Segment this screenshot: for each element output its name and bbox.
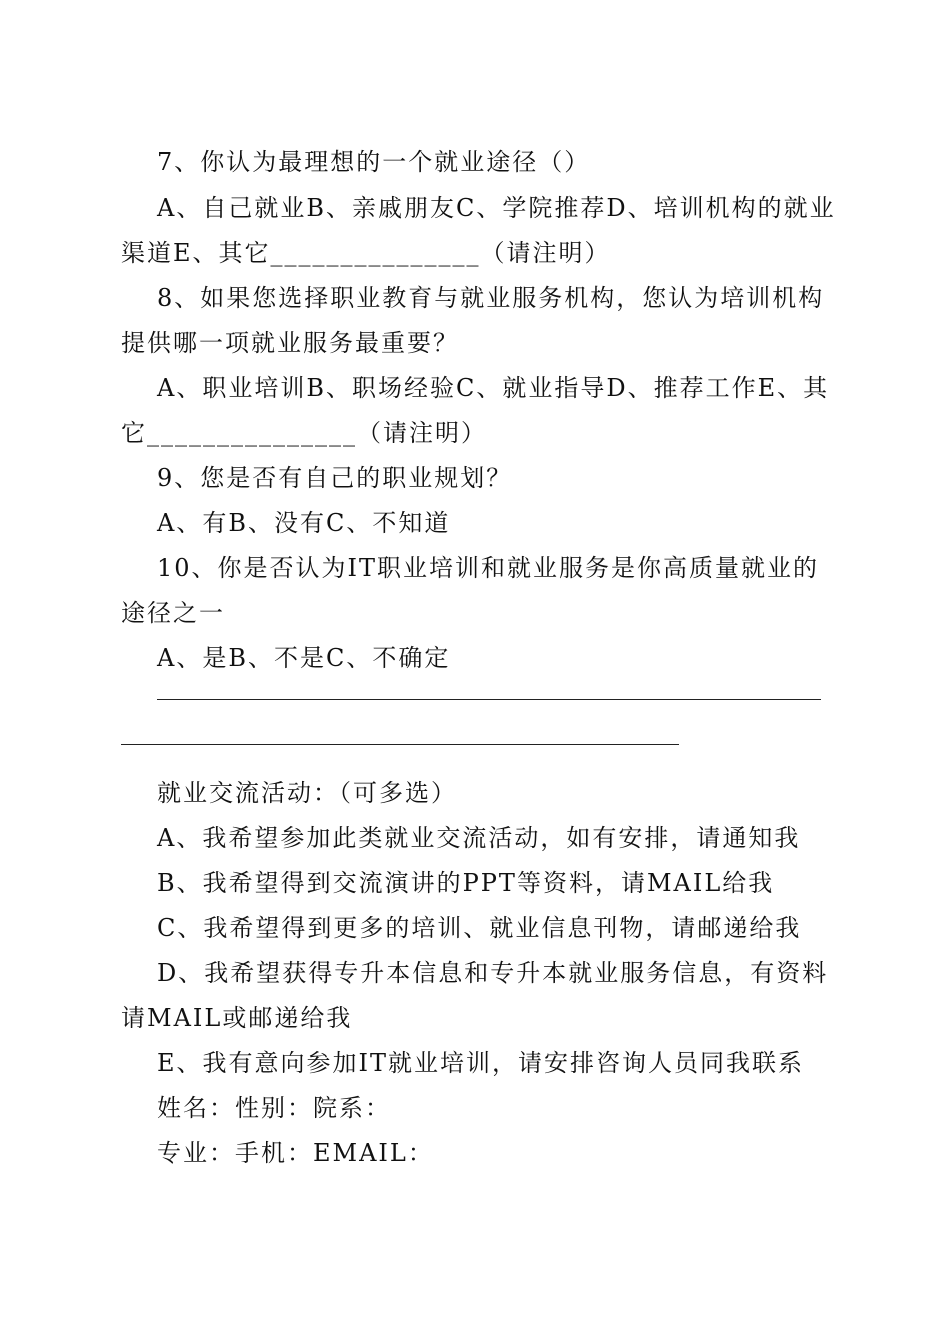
q8-question-line1: 8、如果您选择职业教育与就业服务机构，您认为培训机构 [157, 284, 825, 312]
q7-options-line2: 渠道E、其它_______________（请注明） [121, 239, 611, 267]
q10-question-line2: 途径之一 [121, 599, 225, 627]
activity-option-a: A、我希望参加此类就业交流活动，如有安排，请通知我 [157, 824, 801, 852]
activities-title: 就业交流活动：（可多选） [157, 779, 457, 807]
activity-option-b: B、我希望得到交流演讲的PPT等资料，请MAIL给我 [157, 869, 775, 897]
q8-options-line2: 它_______________（请注明） [121, 419, 487, 447]
activity-option-d-line2: 请MAIL或邮递给我 [121, 1004, 353, 1032]
q7-question: 7、你认为最理想的一个就业途径（） [157, 148, 591, 176]
contact-line-2: 专业：手机：EMAIL： [157, 1139, 434, 1167]
q10-question-line1: 10、你是否认为IT职业培训和就业服务是你高质量就业的 [157, 554, 820, 582]
separator-line-1 [157, 699, 821, 700]
activity-option-e: E、我有意向参加IT就业培训，请安排咨询人员同我联系 [157, 1049, 805, 1077]
q9-question: 9、您是否有自己的职业规划？ [157, 464, 513, 492]
separator-line-2 [121, 744, 679, 745]
q9-options: A、有B、没有C、不知道 [157, 509, 451, 537]
q8-options-line1: A、职业培训B、职场经验C、就业指导D、推荐工作E、其 [157, 374, 830, 402]
q8-question-line2: 提供哪一项就业服务最重要？ [121, 329, 459, 357]
activity-option-d-line1: D、我希望获得专升本信息和专升本就业服务信息，有资料 [157, 959, 829, 987]
activity-option-c: C、我希望得到更多的培训、就业信息刊物，请邮递给我 [157, 914, 802, 942]
q10-options: A、是B、不是C、不确定 [157, 644, 451, 672]
contact-line-1: 姓名：性别：院系： [157, 1094, 391, 1122]
q7-options-line1: A、自己就业B、亲戚朋友C、学院推荐D、培训机构的就业 [157, 194, 836, 222]
